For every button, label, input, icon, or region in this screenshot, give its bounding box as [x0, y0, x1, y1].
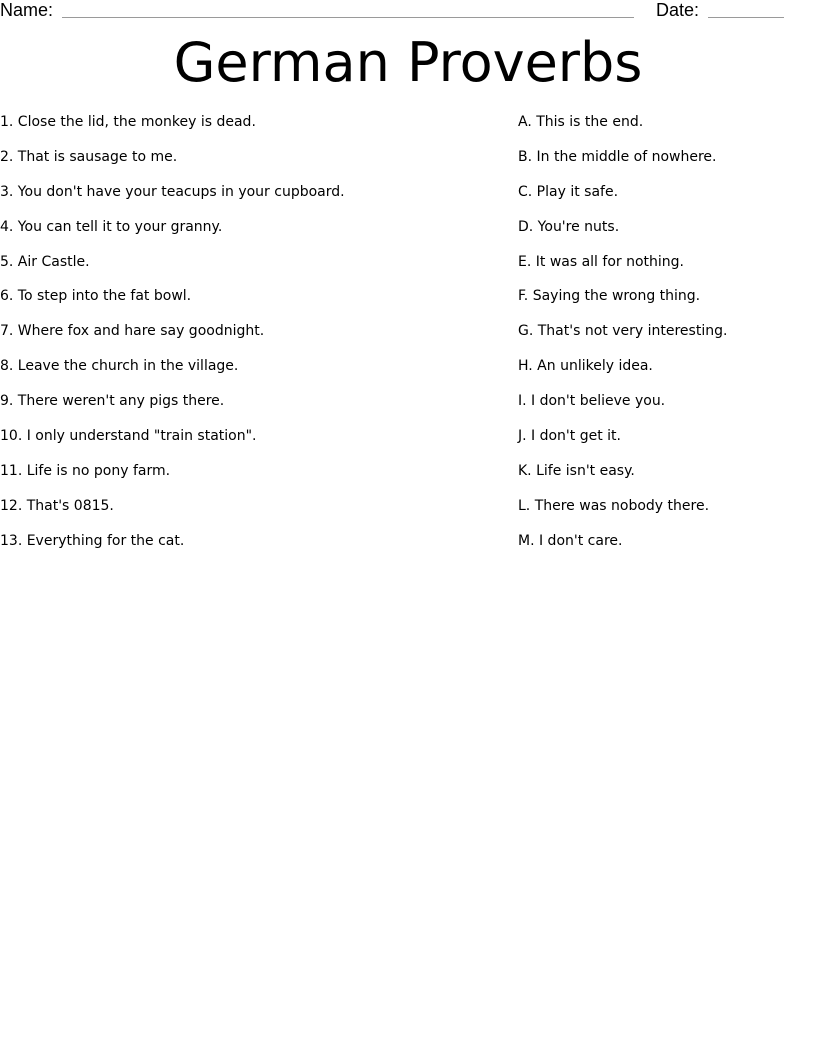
proverb-item: 6. To step into the fat bowl.	[0, 288, 192, 305]
name-label: Name:	[0, 0, 54, 20]
meaning-item: D. You're nuts.	[518, 218, 620, 235]
proverb-item: 11. Life is no pony farm.	[0, 462, 171, 479]
date-blank-line	[708, 17, 784, 18]
proverb-item: 5. Air Castle.	[0, 253, 90, 270]
proverb-item: 9. There weren't any pigs there.	[0, 393, 225, 410]
name-blank-line	[62, 17, 634, 18]
meaning-item: E. It was all for nothing.	[518, 253, 684, 270]
meaning-item: F. Saying the wrong thing.	[518, 288, 701, 305]
meaning-item: J. I don't get it.	[518, 428, 621, 445]
meaning-item: L. There was nobody there.	[518, 497, 710, 514]
proverb-item: 10. I only understand "train station".	[0, 428, 257, 445]
proverb-item: 13. Everything for the cat.	[0, 532, 185, 549]
proverb-item: 1. Close the lid, the monkey is dead.	[0, 114, 256, 130]
proverb-item: 7. Where fox and hare say goodnight.	[0, 323, 265, 340]
meaning-item: I. I don't believe you.	[518, 393, 666, 410]
proverb-item: 4. You can tell it to your granny.	[0, 218, 223, 235]
proverb-item: 3. You don't have your teacups in your cupboard.	[0, 183, 345, 200]
meaning-item: K. Life isn't easy.	[518, 462, 635, 479]
worksheet-header	[0, 0, 816, 24]
page-title: German Proverbs	[173, 31, 643, 94]
date-label: Date:	[656, 0, 700, 20]
meaning-item: M. I don't care.	[518, 532, 623, 549]
meaning-item: B. In the middle of nowhere.	[518, 148, 717, 165]
meaning-item: A. This is the end.	[518, 114, 644, 130]
meaning-item: G. That's not very interesting.	[518, 323, 728, 340]
proverb-item: 12. That's 0815.	[0, 497, 114, 514]
meaning-list	[518, 112, 816, 566]
meaning-item: H. An unlikely idea.	[518, 358, 653, 375]
proverb-item: 8. Leave the church in the village.	[0, 358, 239, 375]
meaning-item: C. Play it safe.	[518, 183, 619, 200]
proverb-list	[0, 112, 500, 566]
proverb-item: 2. That is sausage to me.	[0, 148, 178, 165]
